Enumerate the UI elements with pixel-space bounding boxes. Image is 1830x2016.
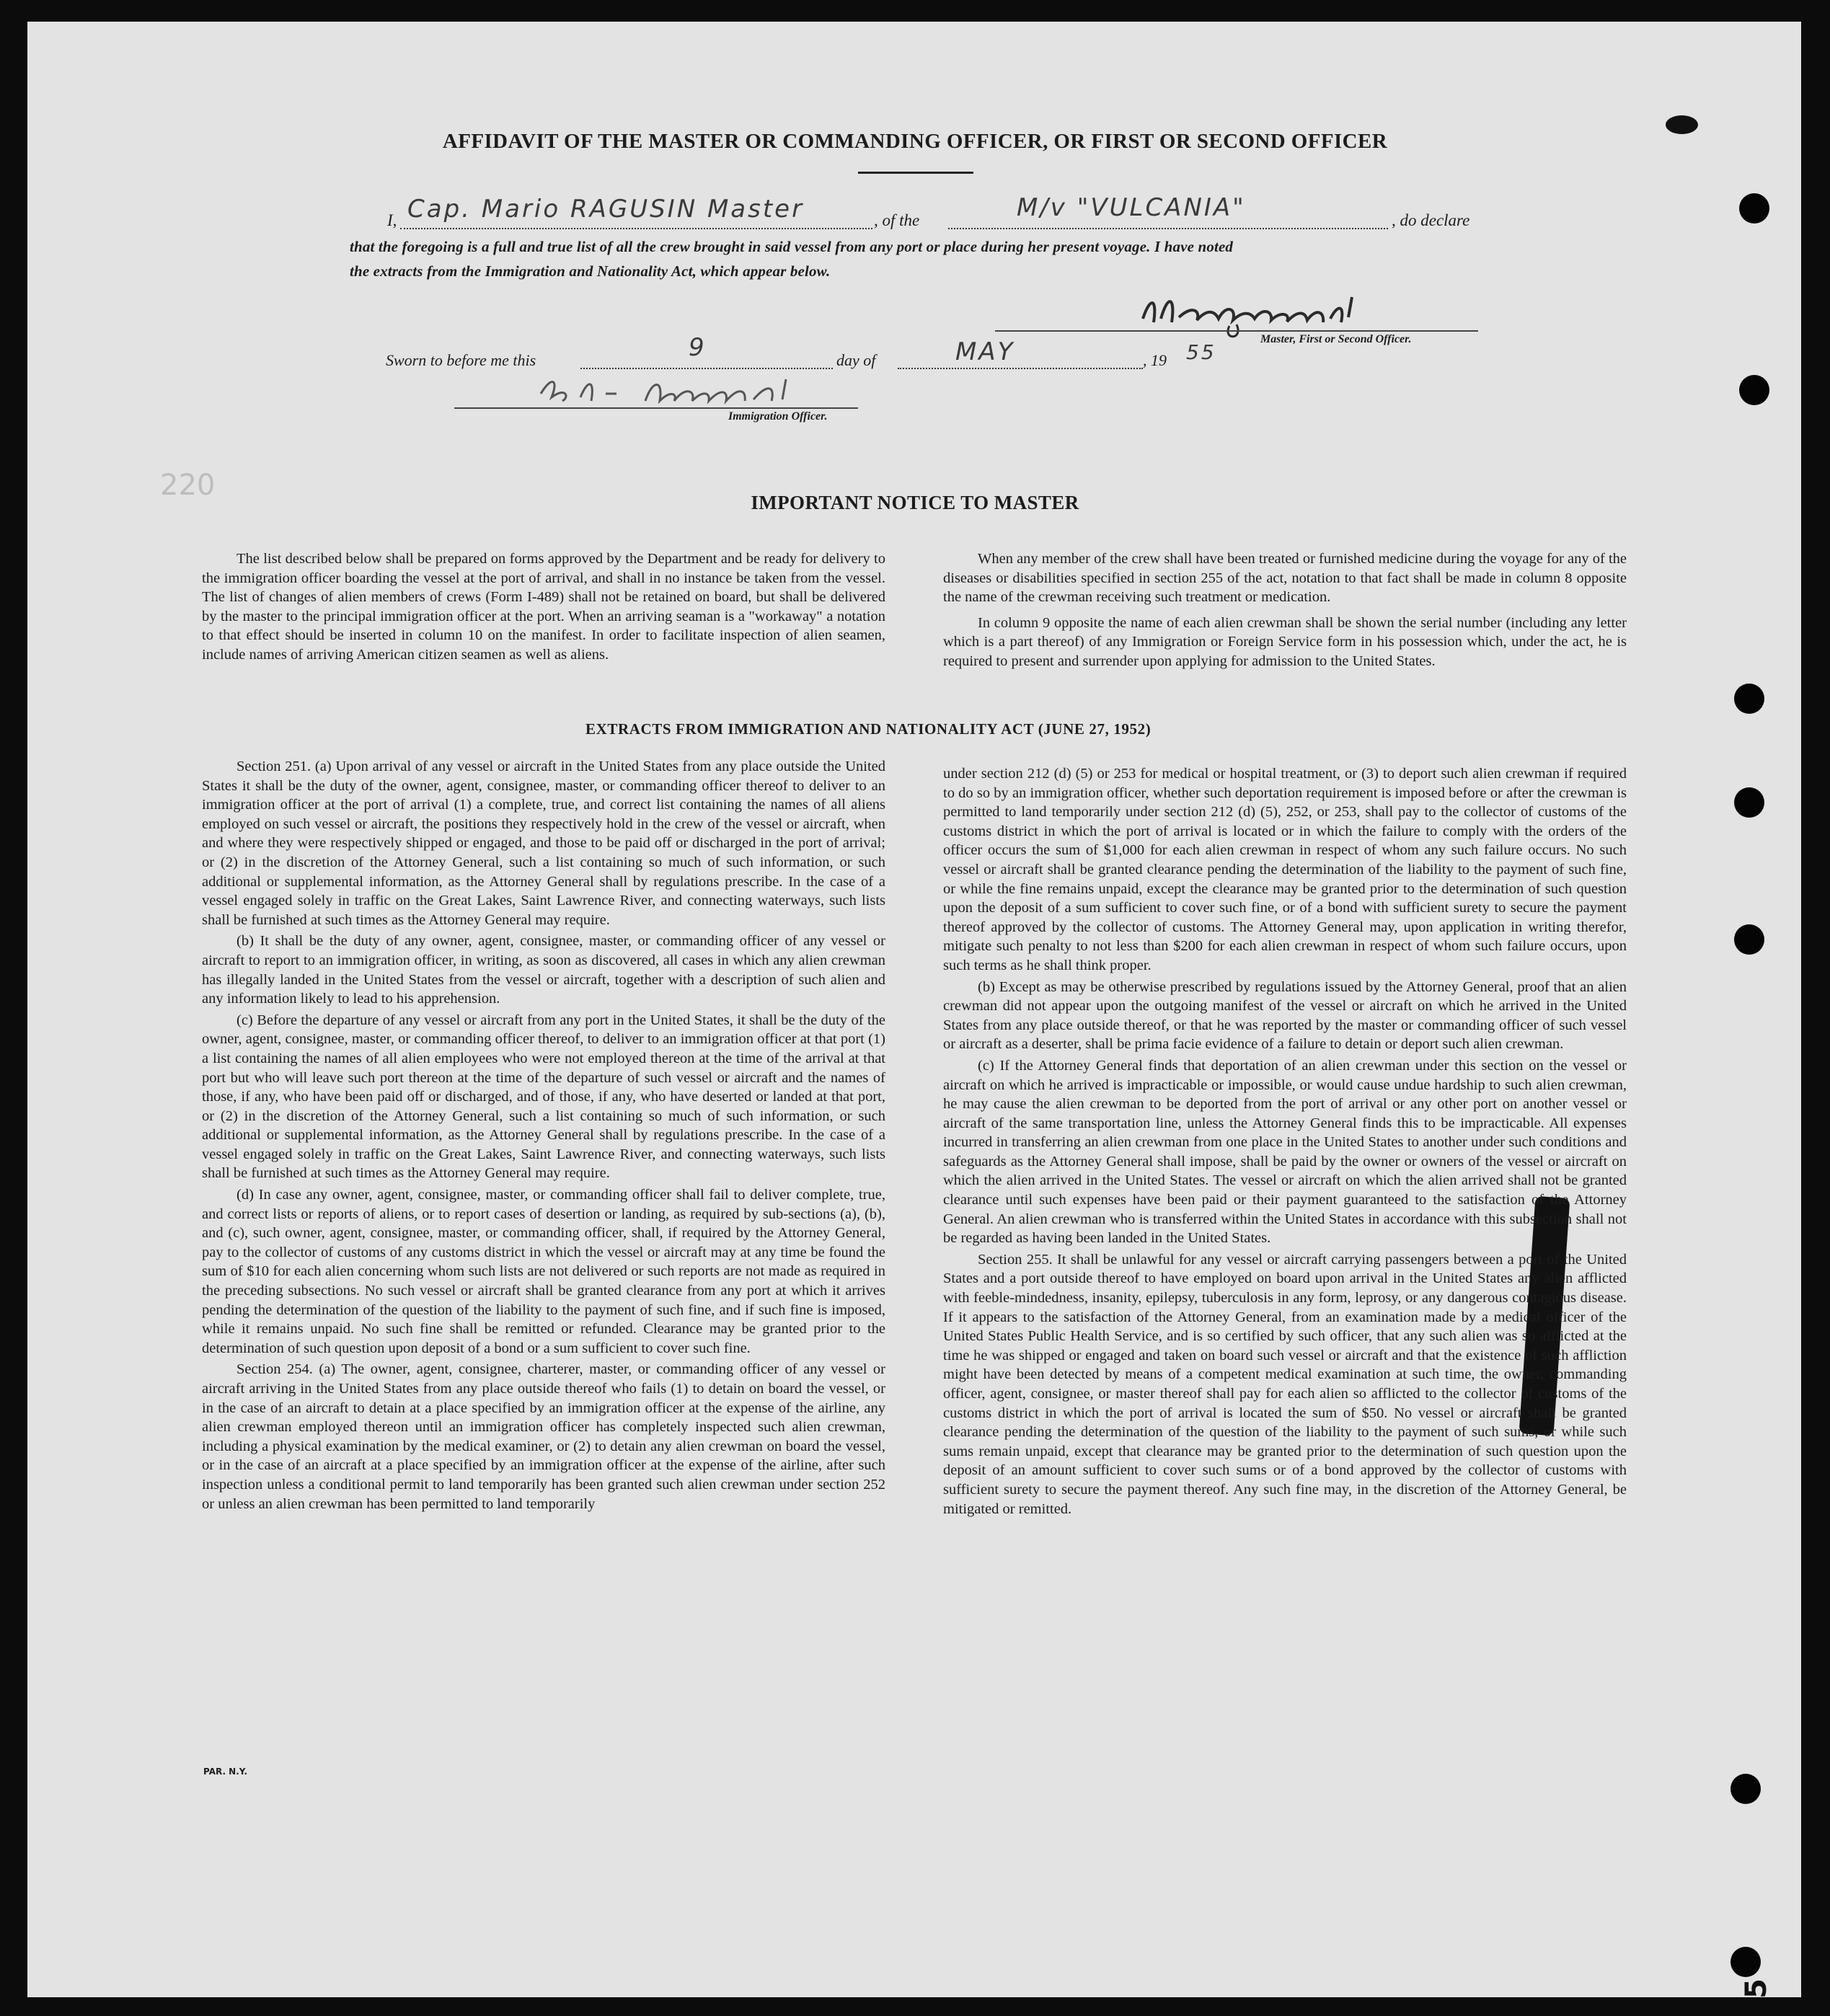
notice-right-paragraph-1: When any member of the crew shall have been treated or furnished medicine during the voyage for any of the diseases or disabilities specified in section 255 of the act, notation to that fact shall be made in column 8 opposite the name of the crewman receiving such treatment or medication.: [943, 551, 1627, 606]
section-254-c: (c) If the Attorney General finds that deportation of an alien crewman under this section on the vessel or aircraft on which he arrived is impracticable or impossible, or would cause undue hardship to such alien crewman, he may cause the alien crewman to be deported from the port of arrival or any other port on another vessel or aircraft of the same transportation line, unless the Attorney General finds this to be impracticable. All expenses incurred in transferring an alien crewman from one place in the United States to another under such conditions and safeguards as the Attorney General shall impose, shall be paid by the owner or owners of the vessel or aircraft on which the alien arrived in the United States. The vessel or aircraft on which the alien arrived shall not be granted clearance until such expenses have been paid or their payment guaranteed to the satisfaction of the Attorney General. An alien crewman who is transferred within the United States in accordance with this subsection shall not be regarded as having been landed in the United States.: [943, 1057, 1627, 1247]
day-of-label: day of: [836, 351, 876, 369]
affidavit-title: AFFIDAVIT OF THE MASTER OR COMMANDING OFFICER, OR FIRST OR SECOND OFFICER: [442, 130, 1388, 153]
master-name-line: [400, 228, 872, 229]
declare-label: , do declare: [1392, 211, 1470, 229]
officer-caption: Immigration Officer.: [728, 410, 828, 423]
sworn-day-handwritten: 9: [689, 333, 707, 362]
section-251-b: (b) It shall be the duty of any owner, agent, consignee, master, or commanding officer of any vessel or aircraft to report to an immigration officer, in writing, as soon as discovered, all cases in which any alien crewman has illegally landed in the United States from the vessel or aircraft, together with a description of such alien and any information likely to lead to his apprehension.: [202, 933, 885, 1007]
extracts-right-column: [943, 764, 1627, 1521]
section-251-a: Section 251. (a) Upon arrival of any vessel or aircraft in the United States from any place outside the United States it shall be the duty of the owner, agent, consignee, master, or commanding officer thereof to deliver to an immigration officer at the port of arrival (1) a complete, true, and correct list containing the names of all aliens employed on such vessel or aircraft, the positions they respectively hold in the crew of the vessel or aircraft, when and where they were respectively shipped or engaged, and those to be paid off or discharged in the port of arrival; or (2) in the discretion of the Attorney General, such a list containing so much of such information, or such additional or supplemental information, as the Attorney General shall by regulations prescribe. In the case of a vessel engaged solely in traffic on the Great Lakes, Saint Lawrence River, and connecting waterways, such lists shall be furnished at such times as the Attorney General may require.: [202, 759, 885, 928]
punch-hole: [1730, 1774, 1761, 1804]
section-251-c: (c) Before the departure of any vessel or aircraft from any port in the United States, it shall be the duty of the owner, agent, consignee, master, or commanding officer thereof, to deliver to an immigration officer at that port (1) a list containing the names of all alien employees who were not employed thereon at the time of the arrival at that port but who will leave such port thereon at the time of the departure of such vessel or aircraft and the names of those, if any, who have been paid off or discharged, and of those, if any, who have deserted or landed at that port, or (2) in the discretion of the Attorney General, such a list containing so much of such information, or such additional or supplemental information, as the Attorney General shall by regulations prescribe. In the case of a vessel engaged solely in traffic on the Great Lakes, Saint Lawrence River, and connecting waterways, such lists shall be furnished at such times as the Attorney General may require.: [202, 1012, 885, 1182]
punch-hole: [1730, 1947, 1761, 1977]
notice-left-column: [202, 549, 885, 667]
notice-right-column: [943, 549, 1627, 673]
sworn-day-line: [580, 368, 833, 369]
signature-caption: Master, First or Second Officer.: [1260, 333, 1412, 345]
faint-stamp: 220: [160, 469, 216, 502]
notice-left-paragraph: The list described below shall be prepared on forms approved by the Department and be ready for delivery to the immigration officer boarding the vessel at the port of arrival, and shall in no instance be taken from the vessel. The list of changes of alien members of crews (Form I-489) shall not be retained on board, but shall be delivered by the master to the principal immigration officer at the port. When an arriving seaman is a "workaway" a notation to that effect should be inserted in column 10 on the manifest. In order to facilitate inspection of alien seamen, include names of arriving American citizen seamen as well as aliens.: [202, 551, 885, 663]
punch-hole: [1734, 684, 1764, 714]
notice-right-paragraph-2: In column 9 opposite the name of each alien crewman shall be shown the serial number (including any letter which is a part thereof) of any Immigration or Foreign Service form in his possession which, under the act, he is required to present and surrender upon applying for admission to the United States.: [943, 614, 1627, 669]
paper-damage: [1568, 22, 1799, 65]
vessel-handwritten: M/v "VULCANIA": [1017, 193, 1246, 222]
section-254-b: (b) Except as may be otherwise prescribed by regulations issued by the Attorney General, proof that an alien crewman did not appear upon the outgoing manifest of the vessel or aircraft on which he arrived in the United States from any place outside thereof, or that he was reported by the master or commanding officer of such vessel or aircraft as a deserter, shall be prima facie evidence of a failure to detain or deport such alien crewman.: [943, 978, 1627, 1053]
officer-line: [454, 407, 858, 409]
punch-hole: [1734, 787, 1764, 818]
officer-signature: [537, 372, 862, 410]
extracts-heading: EXTRACTS FROM IMMIGRATION AND NATIONALITY ACT (JUNE 27, 1952): [585, 720, 1152, 738]
of-the-label: , of the: [874, 211, 920, 229]
master-signature: [1136, 283, 1402, 340]
year-prefix: , 19: [1143, 351, 1167, 369]
section-254-a: Section 254. (a) The owner, agent, consignee, charterer, master, or commanding officer of any vessel or aircraft arriving in the United States from any place outside thereof who fails (1) to detain on board the vessel, or in the case of an aircraft to detain at a place specified by an immigration officer at the expense of the airline, any alien crewman employed thereon until an immigration officer has completely inspected such alien crewman, including a physical examination by the medical examiner, or (2) to detain any alien crewman on board the vessel, or in the case of an aircraft at a place specified by an immigration officer at the expense of the airline, after such inspection unless a conditional permit to land temporarily has been granted such alien crewman under section 252 or unless an alien crewman has been permitted to land temporarily: [202, 1361, 885, 1512]
punch-hole: [1734, 924, 1764, 955]
vessel-line: [948, 228, 1388, 229]
section-255: Section 255. It shall be unlawful for any vessel or aircraft carrying passengers between a port of the United States and a port outside thereof to have employed on board upon arrival in the United States any alien afflicted with feeble-mindedness, insanity, epilepsy, tuberculosis in any form, leprosy, or any dangerous contagious disease. If it appears to the satisfaction of the Attorney General, from an examination made by a medical officer of the United States Public Health Service, and is so certified by such officer, that any such alien was so afflicted at the time he was shipped or engaged and taken on board such vessel or aircraft and that the existence of such affliction might have been detected by means of a competent medical examination at such time, the owner, commanding officer, agent, consignee, or master thereof shall pay for each alien so afflicted to the collector of customs of the customs district in which the port of arrival is located the sum of $50. No vessel or aircraft shall be granted clearance pending the determination of the question of the liability to the payment of such sums, or while such sums remain unpaid, except that clearance may be granted prior to the determination of such question upon the deposit of an amount sufficient to cover such sums or of a bond approved by the collector of customs with sufficient surety to secure the payment thereof. Any such fine may, in the discretion of the Attorney General, be mitigated or remitted.: [943, 1251, 1627, 1517]
statement-line-2: the extracts from the Immigration and Nationality Act, which appear below.: [350, 262, 831, 280]
page-number: 5: [1739, 1979, 1773, 1999]
notice-title: IMPORTANT NOTICE TO MASTER: [751, 492, 1079, 513]
i-label: I,: [387, 211, 397, 229]
sworn-label: Sworn to before me this: [386, 351, 536, 369]
punch-hole: [1739, 375, 1769, 405]
punch-hole: [1739, 193, 1769, 224]
section-251-d: (d) In case any owner, agent, consignee, master, or commanding officer shall fail to deliver complete, true, and correct lists or reports of aliens, or to report cases of desertion or landing, as required by sub-sections (a), (b), and (c), such owner, agent, consignee, master, or commanding officer, shall, if required by the Attorney General, pay to the collector of customs of any customs district in which the vessel or aircraft may at any time be found the sum of $10 for each alien concerning whom such lists are not delivered or such reports are not made as required in the preceding subsections. No such vessel or aircraft shall be granted clearance from any port at which it arrives pending the determination of the question of the liability to the payment of such fine, and if such fine is imposed, while it remains unpaid. No such fine shall be remitted or refunded. Clearance may be granted prior to the determination of such question upon deposit of a bond or a sum sufficient to cover such fine.: [202, 1187, 885, 1356]
signature-line: [995, 330, 1478, 332]
sworn-month-line: [898, 368, 1143, 369]
year-handwritten: 55: [1186, 340, 1216, 364]
printer-mark: PAR. N.Y.: [203, 1767, 248, 1777]
sworn-month-handwritten: MAY: [955, 337, 1015, 366]
title-divider: [858, 172, 973, 174]
section-254-a-continued: under section 212 (d) (5) or 253 for medical or hospital treatment, or (3) to deport such alien crewman if required to do so by an immigration officer, whether such deportation requirement is imposed before or after the crewman is permitted to land temporarily under section 212 (d) (5), 252, or 253, shall pay to the collector of customs of the customs district in which the port of arrival is located or in which the failure to comply with the orders of the officer occurs the sum of $1,000 for each alien crewman in respect of whom any such failure occurs. No such vessel or aircraft shall be granted clearance pending the determination of the liability to the payment of such fine, or while the fine remains unpaid, except the clearance may be granted prior to the determination of such question upon the deposit of a sum sufficient to cover such fine, or of a bond with sufficient surety to secure the payment thereof approved by the collector of customs. The Attorney General may, upon application in writing therefor, mitigate such penalty to not less than $200 for each alien crewman in respect of whom such failure occurs, upon such terms as he shall think proper.: [943, 766, 1627, 973]
extracts-left-column: [202, 757, 885, 1516]
statement-line-1: that the foregoing is a full and true list of all the crew brought in said vessel from any port or place during her present voyage. I have noted: [350, 238, 1234, 255]
master-name-handwritten: Cap. Mario RAGUSIN Master: [407, 195, 805, 224]
